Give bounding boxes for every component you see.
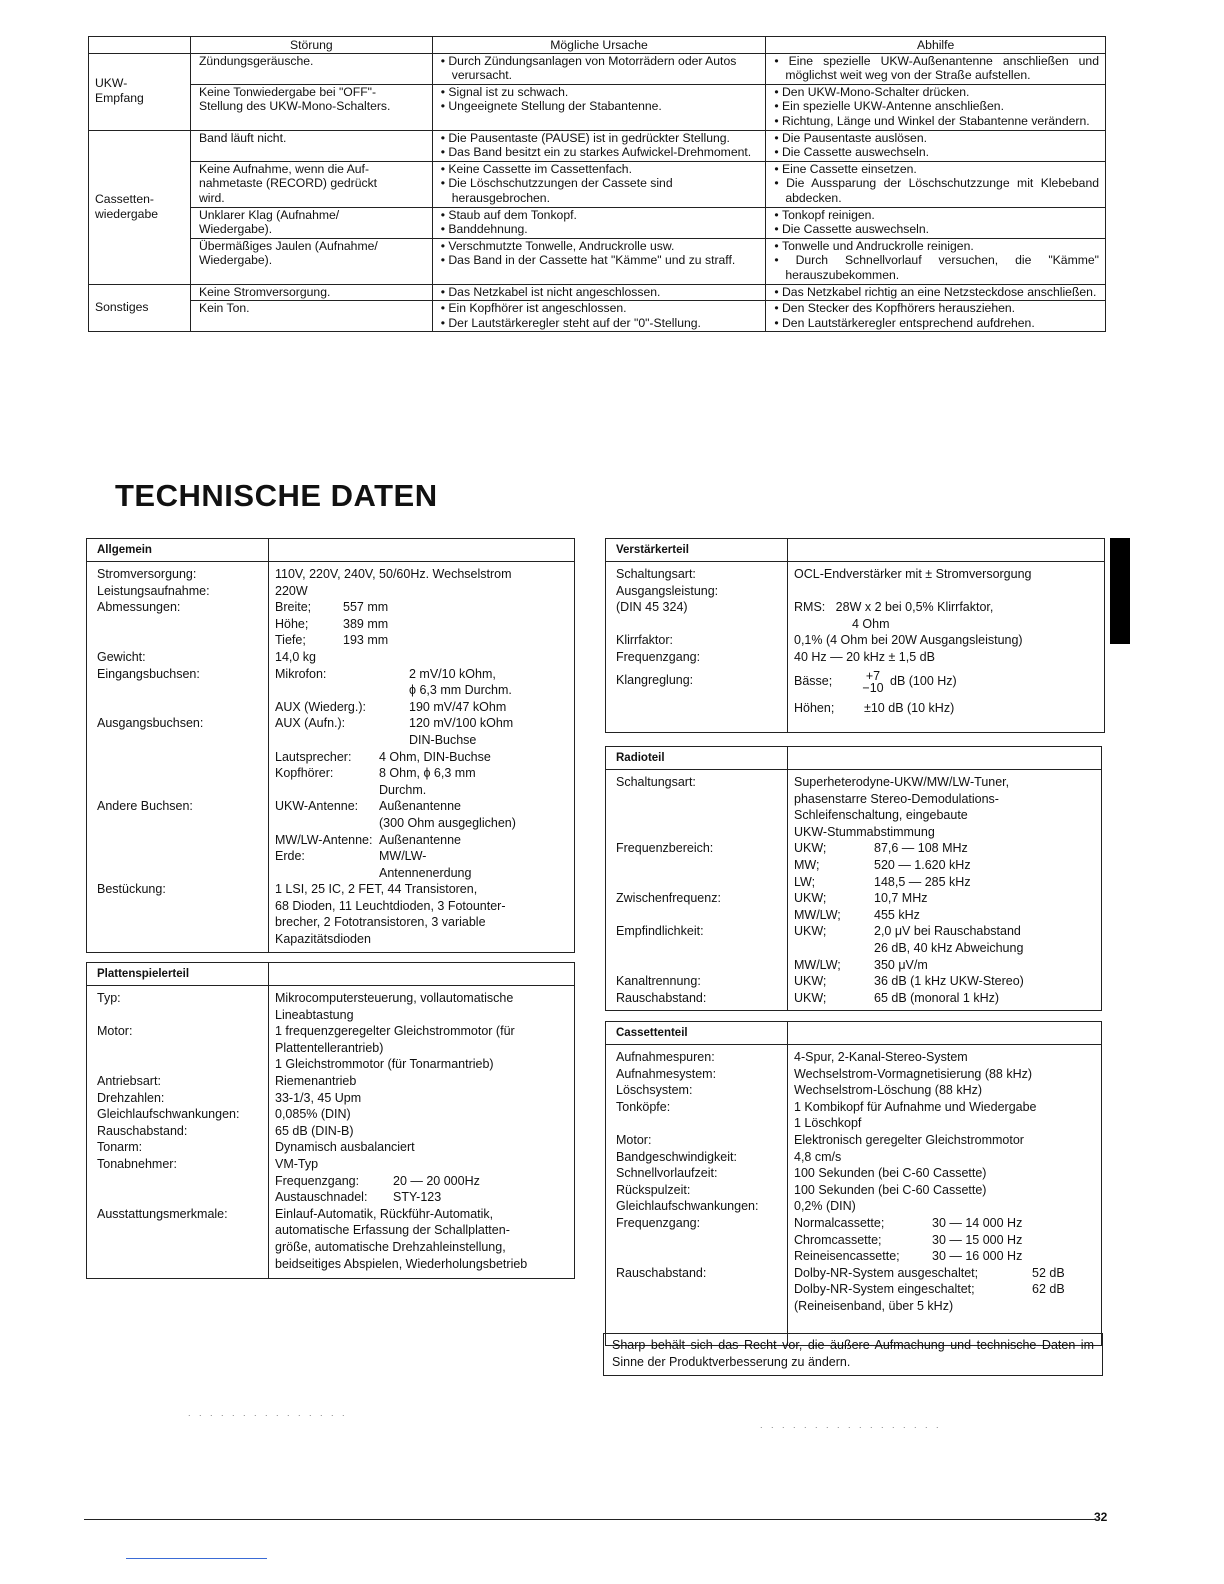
label-zwischenfrequenz: Zwischenfrequenz: <box>616 891 721 906</box>
value-kopfhoerer-1: 8 Ohm, ϕ 6,3 mm <box>379 766 476 781</box>
disclaimer-note: Sharp behält sich das Recht vor, die äußere Aufmachung und technische Daten im Sinne der Produktverbesserung zu ändern. <box>603 1333 1103 1376</box>
problem-cell-line: Übermäßiges Jaulen (Aufnahme/ <box>198 238 378 253</box>
page-number: 32 <box>1094 1510 1108 1524</box>
label-empfindlichkeit: Empfindlichkeit: <box>616 924 704 939</box>
key-erde: Erde: <box>275 849 305 864</box>
value-ausstattung-3: größe, automatische Drehzahleinstellung, <box>275 1239 506 1254</box>
value-normalcassette: 30 — 14 000 Hz <box>932 1215 1023 1230</box>
label-kanaltrennung: Kanaltrennung: <box>616 974 701 989</box>
label-abmessungen: Abmessungen: <box>97 600 181 615</box>
cause-cell <box>432 207 766 238</box>
value-typ-2: Lineabtastung <box>275 1007 354 1022</box>
baesse-plus: +7 <box>865 668 881 683</box>
remedy-cell <box>766 238 1106 284</box>
label-typ: Typ: <box>97 991 121 1005</box>
value-gewicht: 14,0 kg <box>275 649 317 664</box>
key-reineisencassette: Reineisencassette; <box>794 1249 900 1264</box>
remedy-cell-line: • Die Pausentaste auslösen. <box>774 131 1099 146</box>
platten-labels <box>87 986 269 1278</box>
value-chromcassette: 30 — 15 000 Hz <box>932 1232 1023 1247</box>
label-schnellvorlauf: Schnellvorlaufzeit: <box>616 1166 718 1181</box>
problem-cell <box>190 84 432 130</box>
value-ausstattung-2: automatische Erfassung der Schallplatten- <box>275 1223 510 1238</box>
value-reineisencassette: 30 — 16 000 Hz <box>932 1249 1023 1264</box>
value-antrieb: Riemenantrieb <box>275 1073 357 1088</box>
cause-cell-line: • Das Netzkabel ist nicht angeschlossen. <box>441 285 760 300</box>
key-hoehe: Höhe; <box>275 616 309 631</box>
value-klirrfaktor: 0,1% (4 Ohm bei 20W Ausgangsleistung) <box>794 633 1023 648</box>
radio-values <box>788 770 1101 1010</box>
baesse-minus: −10 <box>862 680 884 695</box>
key-normalcassette: Normalcassette; <box>794 1215 885 1230</box>
value-f-lw: 148,5 — 285 kHz <box>874 874 971 889</box>
remedy-cell-line: • Die Cassette auswechseln. <box>774 145 1099 160</box>
cause-cell-line: • Verschmutzte Tonwelle, Andruckrolle usw. <box>441 239 760 254</box>
problem-cell-line: Zündungsgeräusche. <box>198 53 314 68</box>
key-f-ukw: UKW; <box>794 841 827 856</box>
problem-cell-line: Unklarer Klag (Aufnahme/ <box>198 207 340 222</box>
value-ukw-antenne-2: (300 Ohm ausgeglichen) <box>379 815 516 830</box>
key-dolby-on: Dolby-NR-System eingeschaltet; <box>794 1282 975 1297</box>
remedy-cell <box>766 284 1106 301</box>
value-erde-1: MW/LW- <box>379 849 427 864</box>
footer-rule <box>84 1519 1096 1520</box>
key-zw-mw: MW/LW; <box>794 907 841 922</box>
spec-allgemein <box>86 538 575 953</box>
spec-plattenspieler <box>86 962 575 1279</box>
category-cell: UKW- Empfang <box>89 53 191 130</box>
value-motor-3: 1 Gleichstrommotor (für Tonarmantrieb) <box>275 1057 494 1072</box>
value-ukw-antenne-1: Außenantenne <box>379 799 462 814</box>
value-bandgeschwindigkeit: 4,8 cm/s <box>794 1149 842 1164</box>
cause-cell <box>432 284 766 301</box>
cause-cell-line: • Das Band in der Cassette hat "Kämme" und zu straff. <box>441 253 760 268</box>
value-dolby-on: 62 dB <box>1032 1282 1065 1297</box>
table-row <box>89 238 1106 284</box>
value-schnellvorlauf: 100 Sekunden (bei C-60 Cassette) <box>794 1166 987 1181</box>
category-cell: Cassetten- wiedergabe <box>89 130 191 284</box>
value-loeschsystem: Wechselstrom-Löschung (88 kHz) <box>794 1083 983 1098</box>
key-breite: Breite; <box>275 600 312 615</box>
spec-radio <box>605 746 1102 1011</box>
value-radio-schalt-3: Schleifenschaltung, eingebaute <box>794 808 968 823</box>
cause-cell <box>432 130 766 161</box>
verstaerker-labels <box>606 562 788 732</box>
remedy-cell-line: • Eine Cassette einsetzen. <box>774 162 1099 177</box>
remedy-cell <box>766 130 1106 161</box>
value-stromversorgung: 110V, 220V, 240V, 50/60Hz. Wechselstrom <box>275 567 512 581</box>
cassette-values <box>788 1045 1101 1345</box>
cause-cell <box>432 161 766 207</box>
cause-cell-line: • Durch Zündungsanlagen von Motorrädern oder Autos verursacht. <box>441 54 760 83</box>
cause-cell-line: • Die Löschschutzzungen der Cassete sind herausgebrochen. <box>441 176 760 205</box>
label-bestueckung: Bestückung: <box>97 882 166 897</box>
table-header-row <box>89 37 1106 54</box>
value-rms: RMS: 28W x 2 bei 0,5% Klirrfaktor, <box>794 600 994 615</box>
remedy-cell <box>766 161 1106 207</box>
value-aux-wiederg: 190 mV/47 kOhm <box>409 699 507 714</box>
label-stromversorgung: Stromversorgung: <box>97 567 197 581</box>
value-emp-ukw-1: 2,0 μV bei Rauschabstand <box>874 924 1021 939</box>
problem-cell-line: Stellung des UKW-Mono-Schalters. <box>198 99 391 114</box>
value-motor-1: 1 frequenzgeregelter Gleichstrommotor (für <box>275 1024 515 1039</box>
remedy-cell <box>766 207 1106 238</box>
cause-cell-line: • Ungeeignete Stellung der Stabantenne. <box>441 99 760 114</box>
label-ausgang: Ausgangsbuchsen: <box>97 716 204 731</box>
value-dolby-off: 52 dB <box>1032 1265 1065 1280</box>
problem-cell <box>190 161 432 207</box>
label-cassette-gleichlauf: Gleichlaufschwankungen: <box>616 1199 759 1214</box>
label-klirrfaktor: Klirrfaktor: <box>616 633 673 648</box>
allgemein-values <box>269 562 574 952</box>
section-tab-marker <box>1110 538 1130 644</box>
label-tonarm: Tonarm: <box>97 1140 143 1155</box>
key-f-mw: MW; <box>794 857 820 872</box>
problem-cell-line: Wiedergabe). <box>198 253 273 268</box>
problem-cell <box>190 53 432 84</box>
value-radio-rausch: 65 dB (monoral 1 kHz) <box>874 990 1000 1005</box>
value-mwlw-antenne: Außenantenne <box>379 832 462 847</box>
cause-cell-line: • Ein Kopfhörer ist angeschlossen. <box>441 301 760 316</box>
key-mikrofon: Mikrofon: <box>275 666 327 681</box>
spec-verstaerker <box>605 538 1105 733</box>
remedy-cell-line: • Tonwelle und Andruckrolle reinigen. <box>774 239 1099 254</box>
value-zw-ukw: 10,7 MHz <box>874 891 928 906</box>
category-cell: Sonstiges <box>89 284 191 332</box>
page-title: TECHNISCHE DATEN <box>115 478 438 513</box>
remedy-cell-line: • Durch Schnellvorlauf versuchen, die "Kämme" herauszubekommen. <box>774 253 1099 282</box>
problem-cell <box>190 207 432 238</box>
value-bestueckung-4: Kapazitätsdioden <box>275 932 371 947</box>
value-ausstattung-4: beidseitiges Abspielen, Wiederholungsbetrieb <box>275 1256 528 1271</box>
label-schaltungsart: Schaltungsart: <box>616 567 696 581</box>
cause-cell <box>432 53 766 84</box>
key-aux-aufn: AUX (Aufn.): <box>275 716 346 731</box>
key-kopfhoerer: Kopfhörer: <box>275 766 334 781</box>
problem-cell-line: Band läuft nicht. <box>198 130 287 145</box>
key-baesse: Bässe; <box>794 674 833 689</box>
header-ursache: Mögliche Ursache <box>432 37 766 54</box>
value-schaltungsart: OCL-Endverstärker mit ± Stromversorgung <box>794 567 1032 581</box>
value-mikrofon-1: 2 mV/10 kOhm, <box>409 666 496 681</box>
label-klangreglung: Klangreglung: <box>616 672 694 687</box>
spec-cassette <box>605 1021 1102 1346</box>
value-aux-aufn-1: 120 mV/100 kOhm <box>409 716 514 731</box>
label-antrieb: Antriebsart: <box>97 1073 161 1088</box>
label-ausgangsleistung: Ausgangsleistung: <box>616 583 719 598</box>
value-tonkoepfe-2: 1 Löschkopf <box>794 1116 862 1131</box>
label-radio-rausch: Rauschabstand: <box>616 990 707 1005</box>
key-tiefe: Tiefe; <box>275 633 306 648</box>
value-gleichlauf: 0,085% (DIN) <box>275 1107 351 1122</box>
label-eingang: Eingangsbuchsen: <box>97 666 200 681</box>
label-bandgeschwindigkeit: Bandgeschwindigkeit: <box>616 1149 737 1164</box>
label-gewicht: Gewicht: <box>97 649 146 664</box>
cause-cell <box>432 84 766 130</box>
problem-cell-line: Keine Tonwiedergabe bei "OFF"- <box>198 84 377 99</box>
value-emp-mw: 350 μV/m <box>874 957 928 972</box>
table-row <box>89 161 1106 207</box>
label-leistung: Leistungsaufnahme: <box>97 583 210 598</box>
value-leistung: 220W <box>275 583 308 598</box>
key-emp-ukw: UKW; <box>794 924 827 939</box>
cause-cell-line: • Das Band besitzt ein zu starkes Aufwickel-Drehmoment. <box>441 145 760 160</box>
value-bestueckung-2: 68 Dioden, 11 Leuchtdioden, 3 Fotounter- <box>275 898 506 913</box>
baesse-range <box>860 670 886 694</box>
remedy-cell-line: • Ein spezielle UKW-Antenne anschließen. <box>774 99 1099 114</box>
radio-header: Radioteil <box>606 747 788 769</box>
scan-artifact-dots: . . . . . . . . . . . . . . . <box>188 1408 348 1418</box>
remedy-cell-line: • Die Cassette auswechseln. <box>774 222 1099 237</box>
label-motor: Motor: <box>97 1024 133 1039</box>
problem-cell-line: Keine Stromversorgung. <box>198 284 331 299</box>
key-ukw-antenne: UKW-Antenne: <box>275 799 359 814</box>
cause-cell-line: • Die Pausentaste (PAUSE) ist in gedrückter Stellung. <box>441 131 760 146</box>
value-spuren: 4-Spur, 2-Kanal-Stereo-System <box>794 1050 968 1064</box>
value-baesse: dB (100 Hz) <box>890 674 957 689</box>
value-bestueckung-1: 1 LSI, 25 IC, 2 FET, 44 Transistoren, <box>275 882 478 897</box>
cassette-header: Cassettenteil <box>606 1022 788 1044</box>
problem-cell-line: wird. <box>198 190 225 205</box>
allgemein-labels <box>87 562 269 952</box>
key-mwlw-antenne: MW/LW-Antenne: <box>275 832 373 847</box>
problem-cell <box>190 284 432 301</box>
cause-cell-line: • Staub auf dem Tonkopf. <box>441 208 760 223</box>
value-tonarm: Dynamisch ausbalanciert <box>275 1140 415 1155</box>
label-tonabnehmer: Tonabnehmer: <box>97 1156 177 1171</box>
cassette-labels <box>606 1045 788 1345</box>
remedy-cell-line: • Tonkopf reinigen. <box>774 208 1099 223</box>
label-rausch: Rauschabstand: <box>97 1123 188 1138</box>
value-frequenzgang: 40 Hz — 20 kHz ± 1,5 dB <box>794 649 935 664</box>
value-rausch: 65 dB (DIN-B) <box>275 1123 354 1138</box>
table-row <box>89 53 1106 84</box>
value-tonkoepfe-1: 1 Kombikopf für Aufnahme und Wiedergabe <box>794 1099 1037 1114</box>
value-austauschnadel: STY-123 <box>393 1190 442 1205</box>
label-din: (DIN 45 324) <box>616 600 688 615</box>
label-radio-schaltungsart: Schaltungsart: <box>616 775 696 789</box>
remedy-cell-line: • Den Lautstärkeregler entsprechend aufdrehen. <box>774 316 1099 331</box>
blue-underline <box>126 1558 267 1559</box>
value-ausstattung-1: Einlauf-Automatik, Rückführ-Automatik, <box>275 1206 494 1221</box>
value-tonabnehmer: VM-Typ <box>275 1156 319 1171</box>
label-frequenzbereich: Frequenzbereich: <box>616 841 714 856</box>
cause-cell-line: • Signal ist zu schwach. <box>441 85 760 100</box>
label-rueckspul: Rückspulzeit: <box>616 1182 691 1197</box>
label-cassette-rausch: Rauschabstand: <box>616 1265 707 1280</box>
value-cassette-gleichlauf: 0,2% (DIN) <box>794 1199 856 1214</box>
remedy-cell <box>766 301 1106 332</box>
header-abhilfe: Abhilfe <box>766 37 1106 54</box>
key-austauschnadel: Austauschnadel: <box>275 1190 368 1205</box>
value-kanaltrennung: 36 dB (1 kHz UKW-Stereo) <box>874 974 1024 989</box>
value-erde-2: Antennenerdung <box>379 865 472 880</box>
remedy-cell-line: • Eine spezielle UKW-Außenantenne anschließen und möglichst weit weg von der Straße aufstellen. <box>774 54 1099 83</box>
header-stoerung: Störung <box>190 37 432 54</box>
key-dolby-off: Dolby-NR-System ausgeschaltet; <box>794 1265 979 1280</box>
value-breite: 557 mm <box>343 600 389 615</box>
label-frequenzgang: Frequenzgang: <box>616 649 701 664</box>
cause-cell <box>432 238 766 284</box>
label-cassette-frequenz: Frequenzgang: <box>616 1215 701 1230</box>
key-frequenzgang: Frequenzgang: <box>275 1173 360 1188</box>
value-rueckspul: 100 Sekunden (bei C-60 Cassette) <box>794 1182 987 1197</box>
remedy-cell-line: • Den Stecker des Kopfhörers herausziehen. <box>774 301 1099 316</box>
key-aux-wiederg: AUX (Wiederg.): <box>275 699 366 714</box>
value-zw-mw: 455 kHz <box>874 907 920 922</box>
remedy-cell <box>766 53 1106 84</box>
label-andere-buchsen: Andere Buchsen: <box>97 799 193 814</box>
cause-cell-line: • Der Lautstärkeregler steht auf der "0"-Stellung. <box>441 316 760 331</box>
label-drehzahl: Drehzahlen: <box>97 1090 165 1105</box>
table-row <box>89 84 1106 130</box>
key-lautsprecher: Lautsprecher: <box>275 749 352 764</box>
cause-cell-line: • Keine Cassette im Cassettenfach. <box>441 162 760 177</box>
value-lautsprecher: 4 Ohm, DIN-Buchse <box>379 749 491 764</box>
remedy-cell-line: • Das Netzkabel richtig an eine Netzsteckdose anschließen. <box>774 285 1099 300</box>
table-row <box>89 207 1106 238</box>
value-aufnahmesystem: Wechselstrom-Vormagnetisierung (88 kHz) <box>794 1066 1033 1081</box>
label-gleichlauf: Gleichlaufschwankungen: <box>97 1107 240 1122</box>
value-f-ukw: 87,6 — 108 MHz <box>874 841 968 856</box>
verstaerker-header: Verstärkerteil <box>606 539 788 561</box>
platten-values <box>269 986 574 1278</box>
key-rausch-ukw: UKW; <box>794 990 827 1005</box>
cause-cell <box>432 301 766 332</box>
value-motor-2: Plattentellerantrieb) <box>275 1040 384 1055</box>
key-zw-ukw: UKW; <box>794 891 827 906</box>
label-aufnahmesystem: Aufnahmesystem: <box>616 1066 717 1081</box>
value-f-mw: 520 — 1.620 kHz <box>874 857 971 872</box>
remedy-cell-line: • Den UKW-Mono-Schalter drücken. <box>774 85 1099 100</box>
label-tonkoepfe: Tonköpfe: <box>616 1099 671 1114</box>
problem-cell-line: Keine Aufnahme, wenn die Auf- <box>198 161 370 176</box>
remedy-cell-line: • Richtung, Länge und Winkel der Stabantenne verändern. <box>774 114 1099 129</box>
label-cassette-motor: Motor: <box>616 1132 652 1147</box>
problem-cell <box>190 238 432 284</box>
troubleshooting-body <box>89 53 1106 332</box>
troubleshooting-table <box>88 36 1106 332</box>
value-cassette-motor: Elektronisch geregelter Gleichstrommotor <box>794 1132 1024 1147</box>
value-mikrofon-2: ϕ 6,3 mm Durchm. <box>409 683 512 698</box>
key-f-lw: LW; <box>794 874 816 889</box>
cause-cell-line: • Banddehnung. <box>441 222 760 237</box>
platten-header: Plattenspielerteil <box>87 963 269 985</box>
value-radio-schalt-2: phasenstarre Stereo-Demodulations- <box>794 791 999 806</box>
key-emp-mw: MW/LW; <box>794 957 841 972</box>
table-row <box>89 130 1106 161</box>
value-bestueckung-3: brecher, 2 Fototransistoren, 3 variable <box>275 915 486 930</box>
problem-cell <box>190 301 432 332</box>
scan-artifact-dots-2: . . . . . . . . . . . . . . . . . <box>760 1420 942 1430</box>
value-frequenzgang: 20 — 20 000Hz <box>393 1173 480 1188</box>
value-typ-1: Mikrocomputersteuerung, vollautomatische <box>275 991 514 1005</box>
label-loeschsystem: Löschsystem: <box>616 1083 693 1098</box>
problem-cell-line: nahmetaste (RECORD) gedrückt <box>198 176 378 191</box>
value-radio-schalt-1: Superheterodyne-UKW/MW/LW-Tuner, <box>794 775 1010 789</box>
value-rms-ohm: 4 Ohm <box>852 616 890 631</box>
value-dolby-note: (Reineisenband, über 5 kHz) <box>794 1298 954 1313</box>
value-aux-aufn-2: DIN-Buchse <box>409 732 477 747</box>
value-tiefe: 193 mm <box>343 633 389 648</box>
header-empty <box>89 37 191 54</box>
problem-cell <box>190 130 432 161</box>
value-kopfhoerer-2: Durchm. <box>379 782 427 797</box>
key-hoehen: Höhen; <box>794 700 835 715</box>
label-ausstattung: Ausstattungsmerkmale: <box>97 1206 228 1221</box>
verstaerker-values <box>788 562 1104 732</box>
value-emp-ukw-2: 26 dB, 40 kHz Abweichung <box>874 940 1024 955</box>
allgemein-header: Allgemein <box>87 539 269 561</box>
value-radio-schalt-4: UKW-Stummabstimmung <box>794 824 935 839</box>
table-row <box>89 284 1106 301</box>
radio-labels <box>606 770 788 1010</box>
remedy-cell-line: • Die Aussparung der Löschschutzzunge mit Klebeband abdecken. <box>774 176 1099 205</box>
key-chromcassette: Chromcassette; <box>794 1232 882 1247</box>
value-hoehe: 389 mm <box>343 616 389 631</box>
value-drehzahl: 33-1/3, 45 Upm <box>275 1090 362 1105</box>
table-row <box>89 301 1106 332</box>
value-hoehen: ±10 dB (10 kHz) <box>864 700 955 715</box>
label-spuren: Aufnahmespuren: <box>616 1050 715 1064</box>
problem-cell-line: Wiedergabe). <box>198 222 273 237</box>
key-kanal-ukw: UKW; <box>794 974 827 989</box>
remedy-cell <box>766 84 1106 130</box>
problem-cell-line: Kein Ton. <box>198 301 250 316</box>
